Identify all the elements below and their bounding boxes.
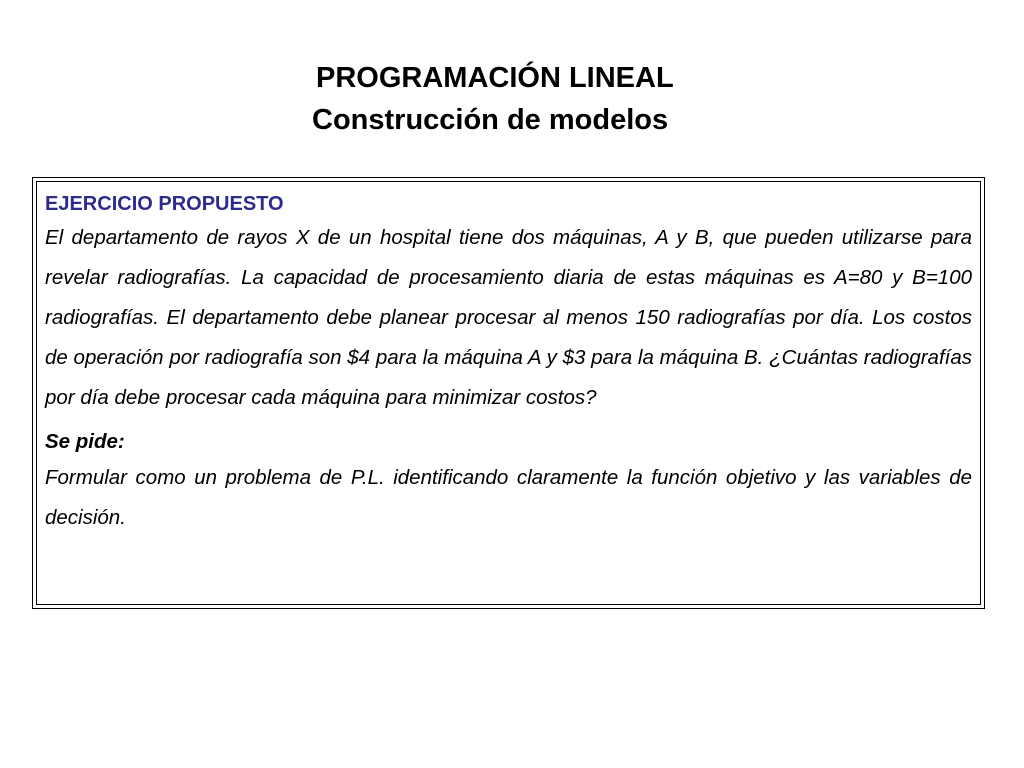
problem-statement: El departamento de rayos X de un hospital tiene dos máquinas, A y B, que pueden utilizarse para revelar radiografías. La capacidad de procesamiento diaria de estas máquinas es A=80 y B=100 radiografías. El departamento debe planear procesar al menos 150 radiografías por día. Los costos de operación por radiografía son $4 para la máquina A y $3 para la máquina B. ¿Cuántas radiografías por día debe procesar cada máquina para minimizar costos? xyxy=(45,226,972,409)
exercise-box xyxy=(32,177,985,609)
exercise-heading: EJERCICIO PROPUESTO xyxy=(45,193,284,215)
request-text: Formular como un problema de P.L. identificando claramente la función objetivo y las variables de decisión. xyxy=(45,466,972,529)
request-label: Se pide: xyxy=(45,430,125,453)
page-subtitle: Construcción de modelos xyxy=(312,104,669,136)
page-title: PROGRAMACIÓN LINEAL xyxy=(316,62,674,94)
exercise-content xyxy=(45,190,972,538)
